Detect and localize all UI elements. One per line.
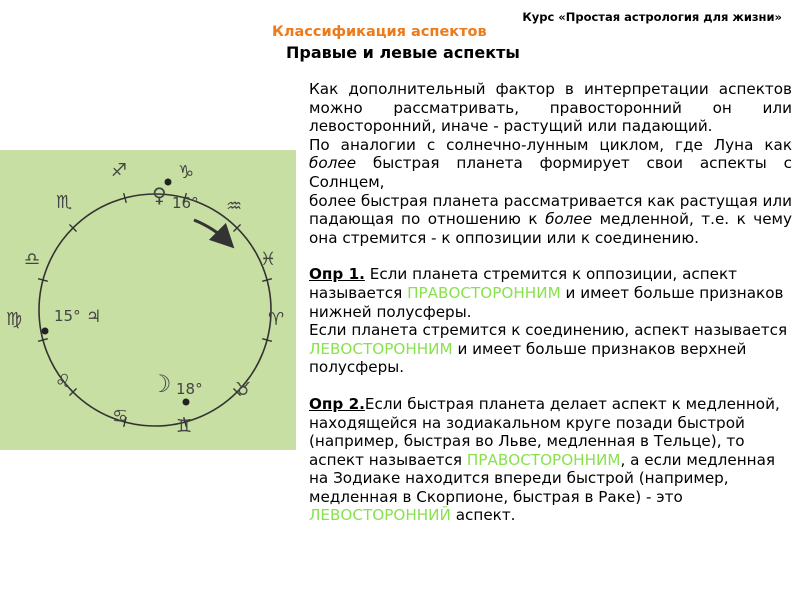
sagittarius-sign: ♐ <box>111 160 128 181</box>
definition-2 <box>309 395 792 525</box>
aquarius-sign: ♒ <box>226 196 243 217</box>
definition-1 <box>309 265 792 321</box>
faster-text: более быстрая планета рассматривается как растущая или падающая по отношению к <box>309 191 792 229</box>
venus-degree: 16° <box>172 194 199 212</box>
definition-2-label: Опр 2. <box>309 394 365 413</box>
analogy-paragraph <box>309 136 792 192</box>
moon-degree: 18° <box>176 380 203 398</box>
moon-symbol: ☽ <box>150 370 172 398</box>
emphasis-more-2: более <box>545 210 593 229</box>
emphasis-more: более <box>309 154 357 173</box>
cancer-sign: ♋ <box>112 406 129 427</box>
keyword-left-sided: ЛЕВОСТОРОННИМ <box>309 339 453 358</box>
definition-1-label: Опр 1. <box>309 265 365 284</box>
moon-marker <box>183 399 190 406</box>
taurus-sign: ♉ <box>235 379 252 400</box>
jupiter-symbol: ♃ <box>86 307 102 327</box>
section-title: Классификация аспектов <box>272 24 487 40</box>
definition-2-text-3: аспект. <box>450 506 516 525</box>
pisces-sign: ♓ <box>260 249 277 270</box>
keyword-left-sided-2: ЛЕВОСТОРОННИЙ <box>309 506 451 525</box>
definition-1-text: Если планета стремится к оппозиции, аспект называется <box>309 265 738 302</box>
libra-sign: ♎ <box>24 249 41 270</box>
faster-text-end: медленной, т.е. к чему она стремится - к оппозиции или к соединению. <box>309 210 792 247</box>
aries-sign: ♈ <box>268 309 285 330</box>
definition-1-part-2 <box>309 321 792 377</box>
definition-2-text-2: , а если медленная на Зодиаке находится впереди быстрой (например, медленная в Скорпионе, быстрая в Раке) - это <box>309 450 776 506</box>
definition-1-text-3: Если планета стремится к соединению, аспект называется <box>309 321 788 340</box>
course-title: Курс «Простая астрология для жизни» <box>522 10 782 24</box>
keyword-right-sided: ПРАВОСТОРОННИМ <box>407 283 561 302</box>
analogy-text: По аналогии с солнечно-лунным циклом, где Луна как <box>309 135 792 154</box>
jupiter-marker <box>42 328 49 335</box>
definition-1-text-2: и имеет больше признаков нижней полусферы. <box>309 283 784 321</box>
direction-arrow <box>194 220 228 242</box>
analogy-text-end: быстрая планета формирует свои аспекты с Солнцем, <box>309 154 792 191</box>
leo-sign: ♌ <box>55 371 72 392</box>
page-subtitle: Правые и левые аспекты <box>286 43 520 62</box>
capricorn-sign: ♑ <box>178 162 195 183</box>
scorpio-sign: ♏ <box>56 192 73 213</box>
intro-paragraph: Как дополнительный фактор в интерпретации аспектов можно рассматривать, правосторонний он или левосторонний, иначе - растущий или падающий. <box>309 80 792 136</box>
venus-symbol: ♀ <box>152 183 167 207</box>
virgo-sign: ♍ <box>6 309 23 330</box>
definition-2-text: Если быстрая планета делает аспект к медленной, находящейся на зодиакальном круге позади быстрой (например, быстрая во Льве, медленная в Тельце), то аспект называется <box>309 394 780 469</box>
gemini-sign: ♊ <box>176 416 193 437</box>
faster-planet-paragraph <box>309 192 792 248</box>
zodiac-diagram-panel <box>0 150 296 450</box>
definition-1-text-4: и имеет больше признаков верхней полусферы. <box>309 339 747 377</box>
keyword-right-sided-2: ПРАВОСТОРОННИМ <box>466 450 621 469</box>
zodiac-diagram <box>0 150 296 450</box>
jupiter-degree: 15° <box>54 307 81 325</box>
body-text <box>309 80 792 525</box>
